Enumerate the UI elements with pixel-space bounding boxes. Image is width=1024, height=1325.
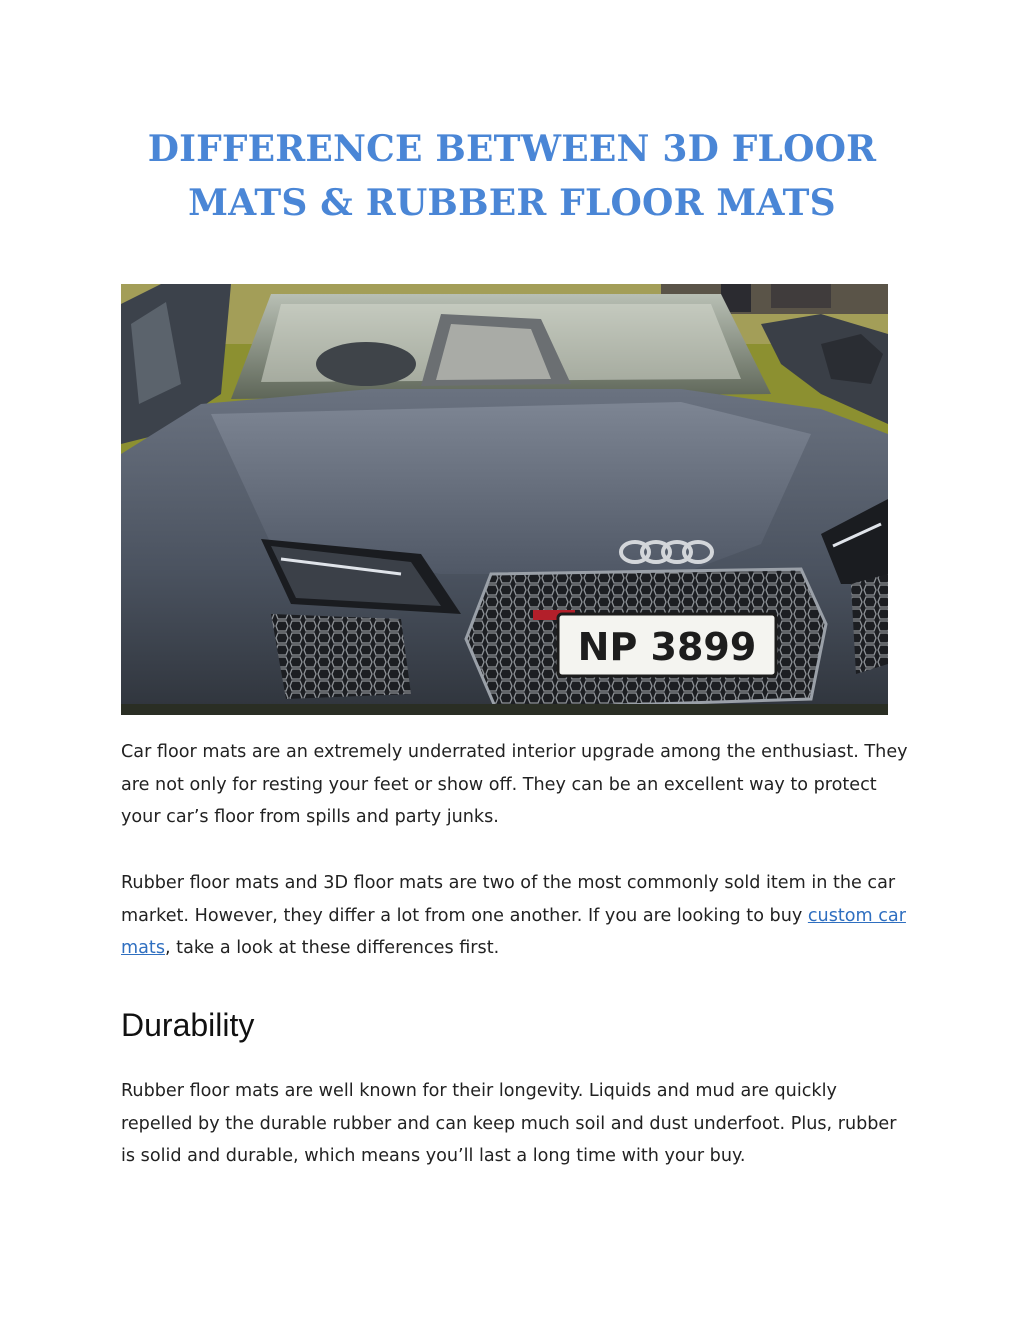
custom-car-mats-link[interactable]: custom car mats [121,905,906,959]
hero-car-image [121,284,888,715]
intro-paragraph: Car floor mats are an extremely underrated interior upgrade among the enthusiast. They are not only for resting your feet or show off. They can be an excellent way to protect your car’s floor from spills and party junks. [121,742,908,828]
comparison-text-after-link: , take a look at these differences first. [164,938,500,959]
license-plate-text: NP 3899 [577,625,757,669]
page-title: DIFFERENCE BETWEEN 3D FLOOR MATS & RUBBER FLOOR MATS [147,128,877,224]
comparison-paragraph [121,867,911,965]
durability-paragraph: Rubber floor mats are well known for their longevity. Liquids and mud are quickly repelled by the durable rubber and can keep much soil and dust underfoot. Plus, rubber is solid and durable, which means you’ll last a long time with your buy. [121,1081,897,1167]
durability-heading: Durability [121,1007,255,1043]
comparison-text-before-link: Rubber floor mats and 3D floor mats are two of the most commonly sold item in the car market. However, they differ a lot from one another. If you are looking to buy [121,873,896,926]
